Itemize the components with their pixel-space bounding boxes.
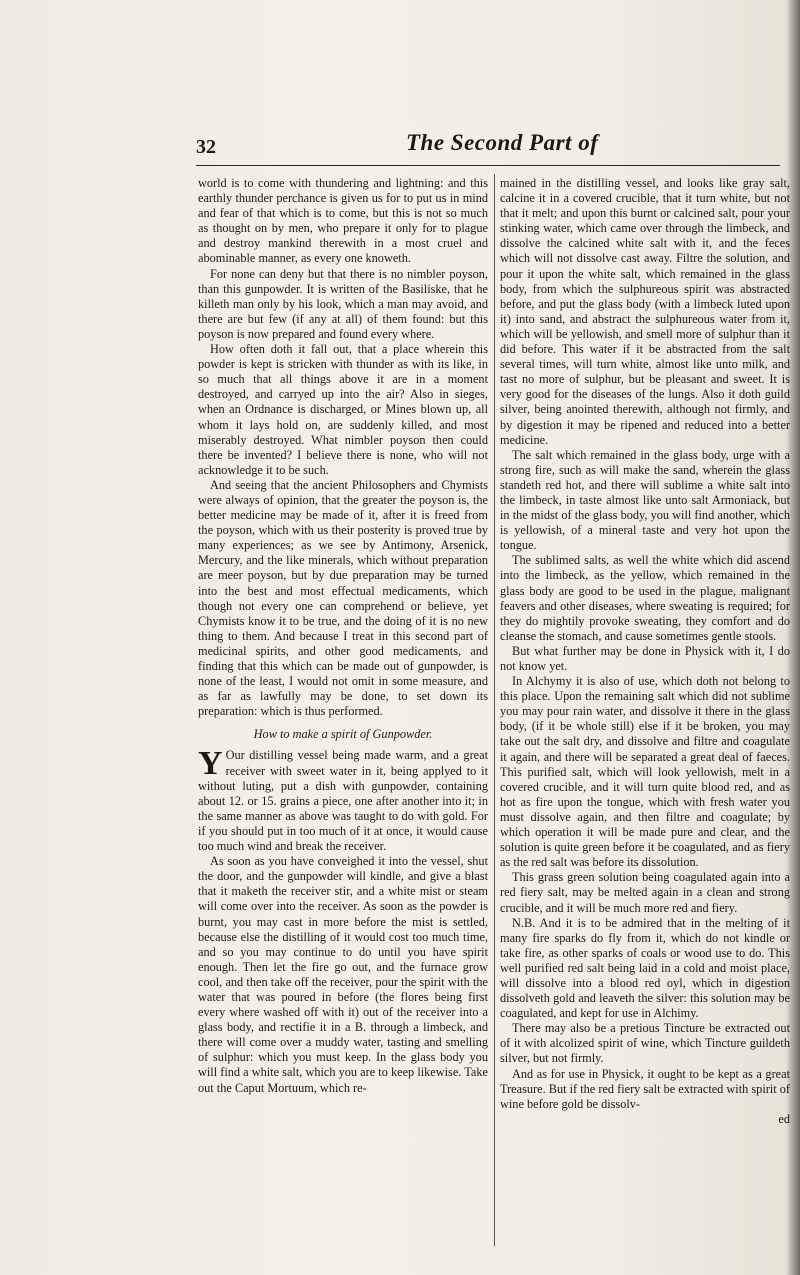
- paragraph: In Alchymy it is also of use, which doth not belong to this place. Upon the remaining salt which did not sublime you may pour rain water, and dissolve it there in the glass body, (if it be whole still) else if it be broken, you may take out the salt dry, and dissolve and filtre and coagulate it again, and there will be separated a great deal of faeces. This purified salt, which will look yellowish, melt in a covered crucible, and it will turn quite blood red, and as hot as fire upon the tongue, which with fresh water you must dissolve again, and then filtre and coagulate; by which operation it will be made pure and clear, and the solution is quite green before it be coagulated, and as fiery as the red salt was before its dissolution.: [500, 674, 790, 870]
- section-heading: How to make a spirit of Gunpowder.: [253, 727, 433, 742]
- page-number: 32: [196, 136, 216, 158]
- paragraph: And as for use in Physick, it ought to be kept as a great Treasure. But if the red fiery salt be extracted with spirit of wine before gold be dissolv-: [500, 1066, 790, 1111]
- paragraph-text: Our distilling vessel being made warm, and a great receiver with sweet water in it, being applyed to it without luting, put a dish with gunpowder, containing about 12. or 15. grains a piece, one after another into it; in the same manner as above was taught to do with gold. For if you should put in too much of it at once, it would cause too much wind and break the receiver.: [198, 748, 488, 854]
- paragraph: This grass green solution being coagulated again into a red fiery salt, may be melted again in a clean and strong crucible, and it will be much more red and fiery.: [500, 870, 790, 915]
- paragraph: As soon as you have conveighed it into the vessel, shut the door, and the gunpowder will kindle, and give a blast that it maketh the receiver stir, and a white mist or steam will come over into the receiver. As soon as the powder is burnt, you may cast in more before the mist is settled, because else the distilling of it would cost too much time, and so you may continue to do until you have spirit enough. Then let the fire go out, and the furnace grow cool, and then take off the receiver, pour the spirit with the water that was poured in before (the flores being first every where washed off with it) out of the receiver into a glass body, and rectifie it in a B. through a limbeck, and there will come over a muddy water, tasting and smelling of sulphur: which you must keep. In the glass body you will find a white salt, which you are to keep likewise. Take out the Caput Mortuum, which re-: [198, 854, 488, 1095]
- paragraph: How often doth it fall out, that a place wherein this powder is kept is stricken with thunder as with its like, in so much that all things above it are in a moment destroyed, and carryed up into the air? Also in sieges, when an Ordnance is discharged, or Mines blown up, all whom it lays hold on, are suddenly killed, and most miserably destroyed. What nimbler poyson then could there be invented? I believe there is none, who will not acknowledge it to be such.: [198, 342, 488, 477]
- paragraph: And seeing that the ancient Philosophers and Chymists were always of opinion, that the greater the poyson is, the better medicine may be made of it, after it is freed from the poyson, which with us their posterity is proved true by many experiences; as we see by Antimony, Arsenick, Mercury, and the like minerals, which without preparation are meer poyson, but by due preparation may be turned into the best and most effectual medicaments, which though not every one can comprehend or believe, yet Chymists know it to be true, and the doing of it is no new thing to them. And because I treat in this second part of medicinal spirits, and other good medicaments, and finding that this which can be made out of gunpowder, is none of the least, I would not omit in some measure, and as far as lawfully may be done, to set down its preparation: which is thus performed.: [198, 477, 488, 719]
- paragraph: The salt which remained in the glass body, urge with a strong fire, such as will make the sand, wherein the glass standeth red hot, and there will sublime a white salt into the limbeck, in taste almost like unto salt Armoniack, but in the midst of the glass body, you will find another, which is yellowish, of a mineral taste and very hot upon the tongue.: [500, 447, 790, 553]
- paragraph: The sublimed salts, as well the white which did ascend into the limbeck, as the yellow, which remained in the glass body are good to be used in the plague, malignant feavers and other diseases, where sweating is required; for they do mightily provoke sweating, they comfort and do cleanse the stomach, and cause sometimes gentle stools.: [500, 553, 790, 643]
- paragraph: mained in the distilling vessel, and looks like gray salt, calcine it in a covered crucible, that it turn white, but not that it melt; and upon this burnt or calcined salt, pour your stinking water, which came over through the limbeck, and dissolve the calcined white salt with it, and the feces which will not dissolve cast away. Filtre the solution, and pour it upon the white salt, which remained in the glass body, from which the sulphureous spirit was abstracted before, and put the glass body (with a limbeck luted upon it) into sand, and abstract the sulphureous water from it, which will be yellowish, and smell more of sulphur than it did before. This water if it be abstracted from the salt several times, will turn white, almost like unto milk, and tast no more of sulphur, but be pleasant and sweet. It is very good for the diseases of the lungs. Also it doth guild silver, being anointed therewith, although not firmly, and by digestion it may be ripened and reduced into a better medicine.: [500, 176, 790, 447]
- paragraph: But what further may be done in Physick with it, I do not know yet.: [500, 643, 790, 673]
- column-divider: [494, 174, 495, 1246]
- header-rule: [196, 165, 780, 166]
- paragraph: [198, 745, 488, 854]
- drop-capital: Y: [198, 745, 223, 783]
- paragraph: world is to come with thundering and lightning: and this earthly thunder perchance is given us for to put us in mind and fear of that which is to come, but this is not so much as thought on by men, who prepare it only for to plague and destroy mankind therewith in a most cruel and abominable manner, as every one knoweth.: [198, 176, 488, 266]
- right-column: [500, 176, 790, 1127]
- left-column: [198, 176, 488, 1096]
- catchword: ed: [778, 1111, 790, 1126]
- page-header: [196, 128, 788, 166]
- paragraph: For none can deny but that there is no nimbler poyson, than this gunpowder. It is written of the Basiliske, that he killeth man only by his look, which a man may avoid, and there are but few (if any at all) of them found: but this poyson is now prepared and found every where.: [198, 266, 488, 341]
- paragraph: There may also be a pretious Tincture be extracted out of it with alcolized spirit of wine, which Tincture guildeth silver, but not firmly.: [500, 1021, 790, 1066]
- running-title: The Second Part of: [406, 130, 599, 155]
- paragraph: N.B. And it is to be admired that in the melting of it many fire sparks do fly from it, which do not kindle or take fire, as other sparks of coals or wood use to do. This well purified red salt being laid in a cold and moist place, will dissolve into a blood red oyl, which in digestion dissolveth gold and leaveth the silver: this solution may be coagulated, and kept for use in Alchimy.: [500, 915, 790, 1021]
